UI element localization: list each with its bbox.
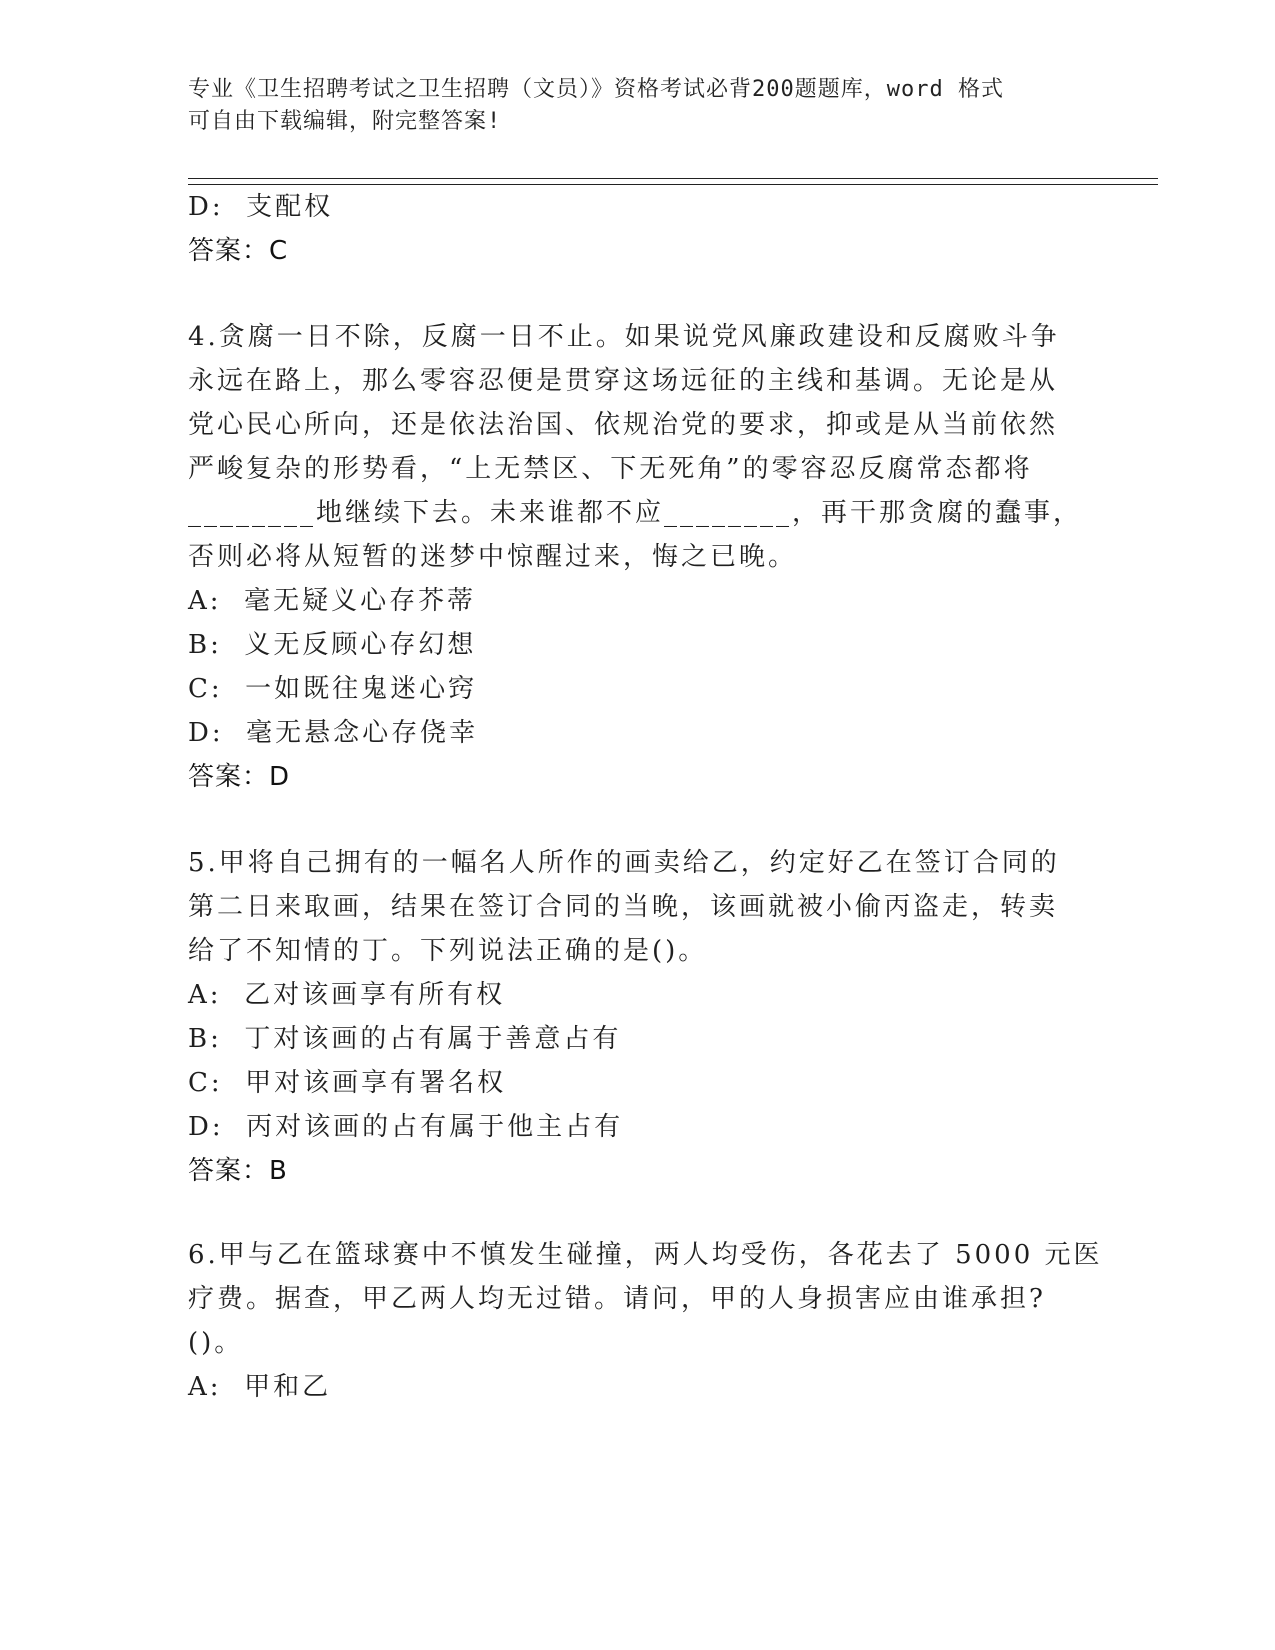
q4-text-line: 否则必将从短暂的迷梦中惊醒过来，悔之已晚。 xyxy=(188,542,798,572)
q4-text-line: 严峻复杂的形势看，“上无禁区、下无死角”的零容忍反腐常态都将 xyxy=(188,454,1033,484)
q6-option-a: A: 甲和乙 xyxy=(188,1372,332,1402)
q4-option-d: D: 毫无悬念心存侥幸 xyxy=(188,718,479,748)
header-divider-bottom xyxy=(188,184,1158,185)
q4-text-line: 4.贪腐一日不除，反腐一日不止。如果说党风廉政建设和反腐败斗争 xyxy=(188,322,1060,352)
q4-text-line: 党心民心所向，还是依法治国、依规治党的要求，抑或是从当前依然 xyxy=(188,410,1059,440)
q6-text-line: 疗费。据查，甲乙两人均无过错。请问，甲的人身损害应由谁承担? xyxy=(188,1284,1046,1314)
q3-option-d: D: 支配权 xyxy=(188,192,334,222)
q5-option-c: C: 甲对该画享有署名权 xyxy=(188,1068,507,1098)
q6-text-line: 6.甲与乙在篮球赛中不慎发生碰撞，两人均受伤，各花去了 5000 元医 xyxy=(188,1240,1103,1270)
q5-answer: 答案：B xyxy=(188,1156,288,1186)
document-header xyxy=(188,74,1088,138)
q4-answer: 答案：D xyxy=(188,762,291,792)
q6-text-line: ()。 xyxy=(188,1328,244,1358)
header-line-1: 专业《卫生招聘考试之卫生招聘（文员）》资格考试必背200题题库，word 格式 xyxy=(188,77,1004,102)
header-line-2: 可自由下载编辑，附完整答案! xyxy=(188,109,502,134)
q4-text-line: 永远在路上，那么零容忍便是贯穿这场远征的主线和基调。无论是从 xyxy=(188,366,1059,396)
q5-text-line: 第二日来取画，结果在签订合同的当晚，该画就被小偷丙盗走，转卖 xyxy=(188,892,1059,922)
q4-option-c: C: 一如既往鬼迷心窍 xyxy=(188,674,478,704)
q5-text-line: 给了不知情的丁。下列说法正确的是()。 xyxy=(188,936,708,966)
q5-option-b: B: 丁对该画的占有属于善意占有 xyxy=(188,1024,622,1054)
q3-answer: 答案：C xyxy=(188,236,289,266)
q5-option-d: D: 丙对该画的占有属于他主占有 xyxy=(188,1112,624,1142)
q4-option-a: A: 毫无疑义心存芥蒂 xyxy=(188,586,477,616)
q5-text-line: 5.甲将自己拥有的一幅名人所作的画卖给乙，约定好乙在签订合同的 xyxy=(188,848,1060,878)
q4-option-b: B: 义无反顾心存幻想 xyxy=(188,630,477,660)
header-divider-top xyxy=(188,178,1158,179)
q4-text-line: ________地继续下去。未来谁都不应________，再干那贪腐的蠢事， xyxy=(188,498,1083,528)
q5-option-a: A: 乙对该画享有所有权 xyxy=(188,980,506,1010)
